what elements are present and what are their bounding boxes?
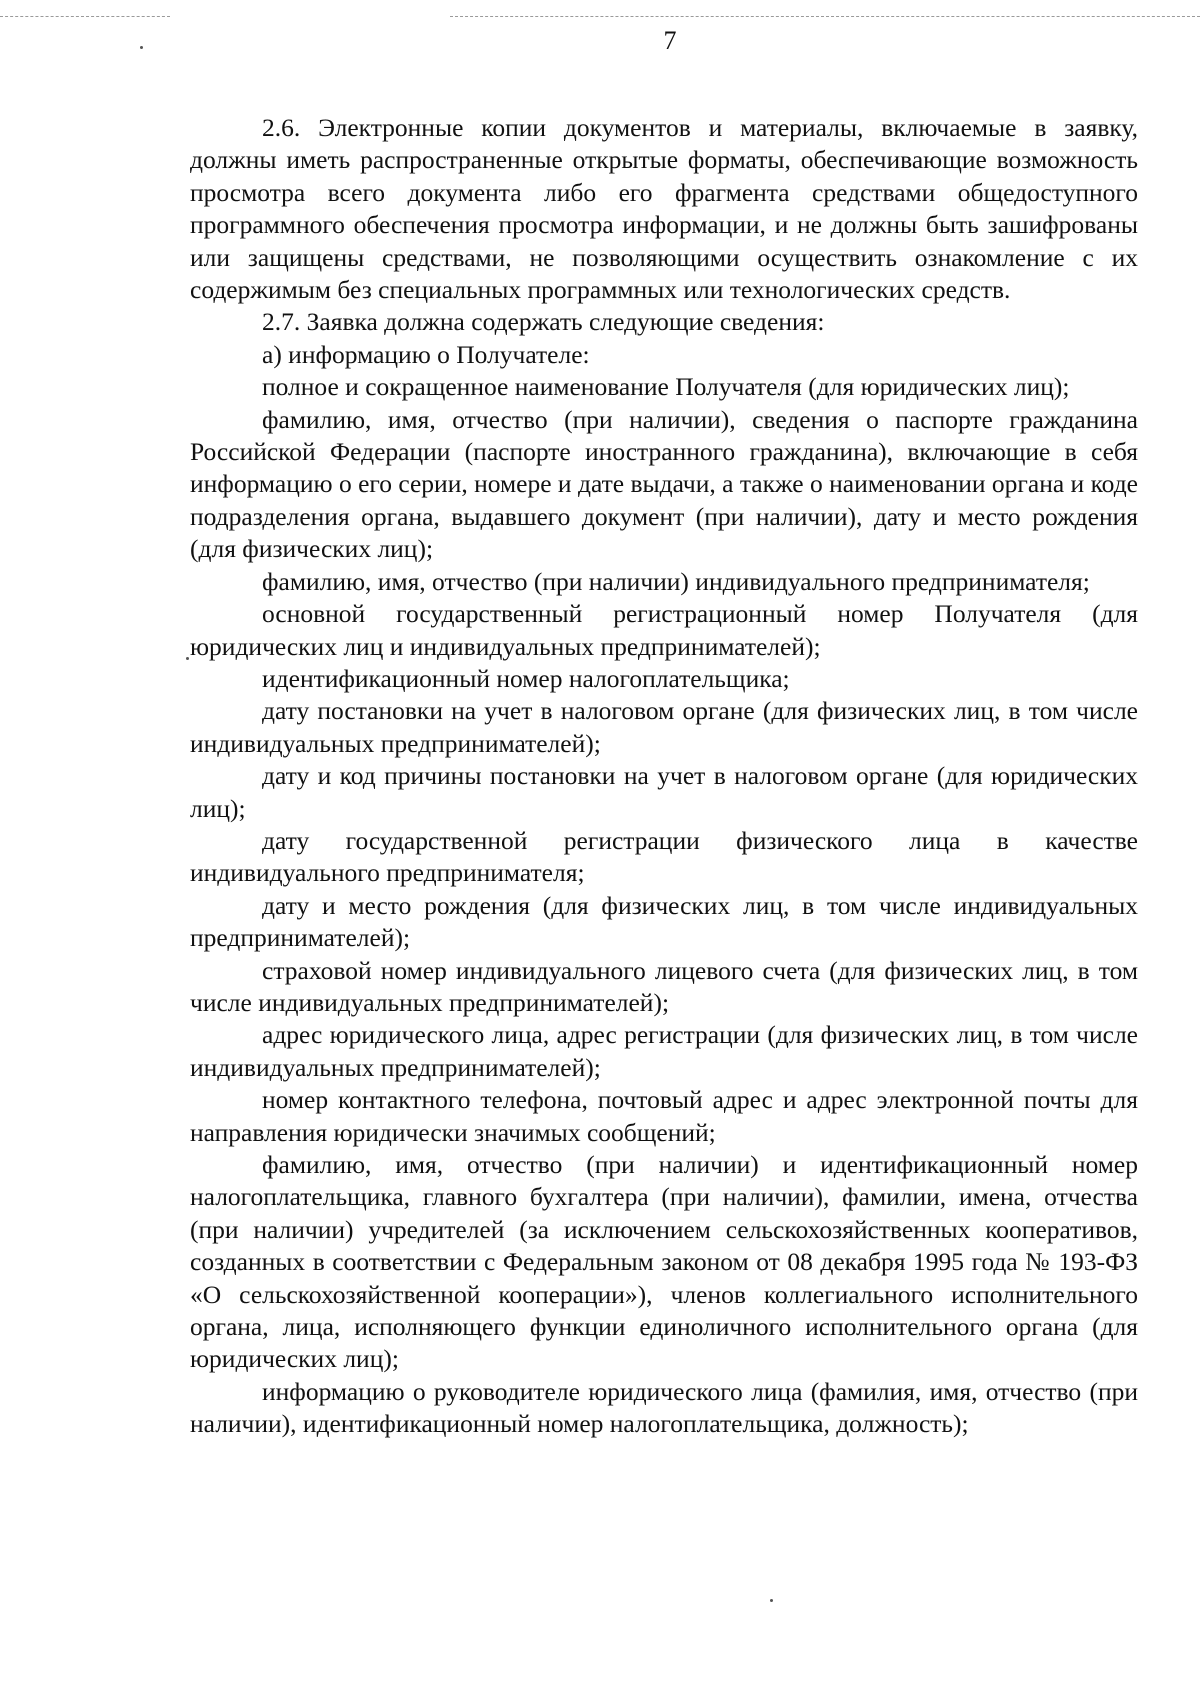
item-inn: идентификационный номер налогоплательщика; bbox=[262, 663, 790, 693]
item-passport-details: фамилию, имя, отчество (при наличии), сведения о паспорте гражданина Российской Федерации (паспорте иностранного гражданина), включающие в себя информацию о его серии, номере и дате выдачи, а также о наименовании органа и коде подразделения органа, выдавшего документ (при наличии), дату и место рождения (для физических лиц); bbox=[190, 404, 1138, 564]
item-address: адрес юридического лица, адрес регистрации (для физических лиц, в том числе индивидуальных предпринимателей); bbox=[190, 1020, 1138, 1082]
scan-speck bbox=[770, 1599, 773, 1602]
paragraph-2-7: 2.7. Заявка должна содержать следующие сведения: bbox=[262, 307, 825, 337]
page-number: 7 bbox=[663, 26, 677, 55]
item-ogrn: основной государственный регистрационный номер Получателя (для юридических лиц и индивидуальных предпринимателей); bbox=[190, 599, 1138, 661]
item-head-info: информацию о руководителе юридического лица (фамилия, имя, отчество (при наличии), идентификационный номер налогоплательщика, должность); bbox=[190, 1376, 1138, 1439]
scan-speck bbox=[140, 46, 143, 49]
scan-edge-right bbox=[450, 16, 1200, 17]
item-birth-date-place: дату и место рождения (для физических лиц, в том числе индивидуальных предпринимателей); bbox=[190, 890, 1138, 953]
item-contacts: номер контактного телефона, почтовый адрес и адрес электронной почты для направления юридически значимых сообщений; bbox=[190, 1085, 1138, 1147]
item-founders-accountant: фамилию, имя, отчество (при наличии) и идентификационный номер налогоплательщика, главного бухгалтера (при наличии), фамилии, имена, отчества (при наличии) учредителей (за исключением сельскохозяйственных кооперативов, созданных в соответствии с Федеральным законом от 08 декабря 1995 года № 193-ФЗ «О сельскохозяйственной кооперации»), членов коллегиального исполнительного органа, лица, исполняющего функции единоличного исполнительного органа (для юридических лиц); bbox=[190, 1150, 1138, 1374]
scan-edge-left bbox=[0, 16, 170, 17]
item-tax-registration-date: дату постановки на учет в налоговом органе (для физических лиц, в том числе индивидуальных предпринимателей); bbox=[190, 696, 1138, 758]
paragraph-2-6: 2.6. Электронные копии документов и материалы, включаемые в заявку, должны иметь распространенные открытые форматы, обеспечивающие возможность просмотра всего документа либо его фрагмента средствами общедоступного программного обеспечения просмотра информации, и не должны быть зашифрованы или защищены средствами, не позволяющими осуществить ознакомление с их содержимым без специальных программных или технологических средств. bbox=[190, 113, 1138, 305]
item-state-registration-date: дату государственной регистрации физического лица в качестве индивидуального предпринимателя; bbox=[190, 825, 1138, 888]
document-body bbox=[190, 112, 1138, 1441]
scan-speck bbox=[186, 657, 189, 660]
item-entrepreneur-name: фамилию, имя, отчество (при наличии) индивидуального предпринимателя; bbox=[262, 566, 1090, 596]
item-recipient-info: а) информацию о Получателе: bbox=[262, 339, 590, 369]
item-snils: страховой номер индивидуального лицевого счета (для физических лиц, в том числе индивидуальных предпринимателей); bbox=[190, 955, 1138, 1017]
item-full-short-name: полное и сокращенное наименование Получателя (для юридических лиц); bbox=[262, 372, 1070, 402]
item-kpp-date: дату и код причины постановки на учет в налоговом органе (для юридических лиц); bbox=[190, 761, 1138, 823]
